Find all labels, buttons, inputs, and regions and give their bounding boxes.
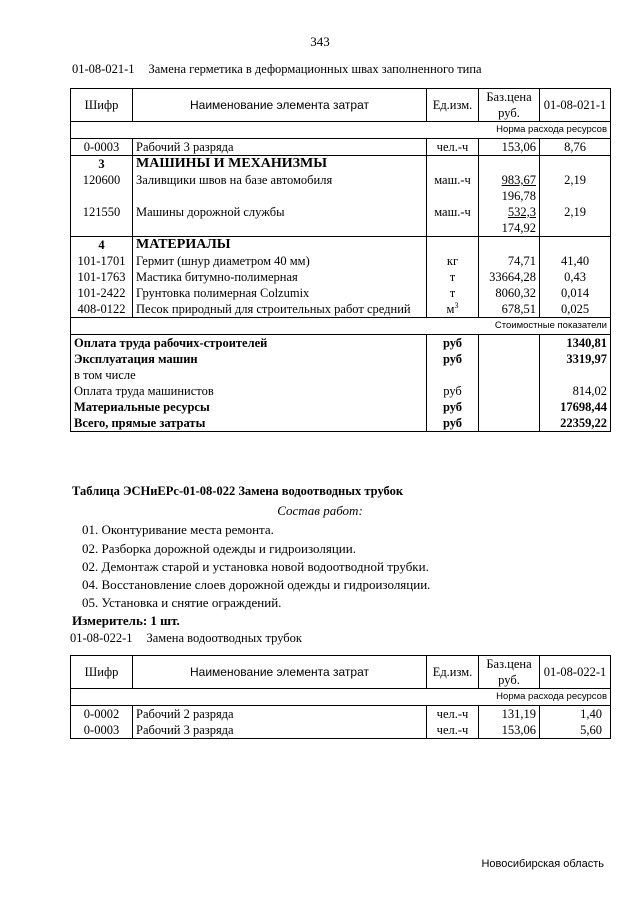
row-price-main: 532,3 (507, 205, 536, 219)
summary-row-total (71, 415, 611, 432)
work-item: 02. Разборка дорожной одежды и гидроизоляции. (82, 541, 356, 556)
summary-value: 814,02 (540, 383, 611, 399)
table1-header-row (71, 89, 611, 122)
work-item: 01. Оконтуривание места ремонта. (82, 522, 274, 537)
band-norm (71, 689, 611, 706)
summary-label: в том числе (71, 367, 427, 383)
section1-heading (72, 62, 482, 77)
row-price (479, 204, 540, 237)
table2-title: Таблица ЭСНиЕРс-01-08-022 Замена водоотводных трубок (72, 484, 404, 498)
summary-row-machines (71, 351, 611, 367)
summary-label: Материальные ресурсы (71, 399, 427, 415)
row-price: 678,51 (479, 301, 540, 318)
table-row (71, 301, 611, 318)
row-norm: 41,40 (540, 253, 611, 269)
band-norm-label: Норма расхода ресурсов (71, 122, 611, 139)
table-row (71, 722, 611, 739)
section1-title: Замена герметика в деформационных швах заполненного типа (148, 62, 482, 76)
row-unit: чел.-ч (427, 722, 479, 739)
summary-unit: руб (427, 383, 479, 399)
section-title: МАШИНЫ И МЕХАНИЗМЫ (133, 156, 427, 173)
row-code: 408-0122 (71, 301, 133, 318)
row-unit: маш.-ч (427, 204, 479, 237)
row-name: Грунтовка полимерная Colzumix (133, 285, 427, 301)
summary-row-machinists (71, 383, 611, 399)
resource-table-1 (70, 88, 611, 432)
table-row (71, 139, 611, 156)
row-norm: 8,76 (540, 139, 611, 156)
header-code: Шифр (71, 89, 133, 122)
row-code: 0-0003 (71, 139, 133, 156)
work-composition-title: Состав работ: (277, 503, 363, 518)
header-price: Баз.цена руб. (479, 89, 540, 122)
row-norm: 2,19 (540, 172, 611, 204)
summary-label: Эксплуатация машин (71, 351, 427, 367)
row-price: 153,06 (479, 722, 540, 739)
table-row (71, 285, 611, 301)
row-code: 121550 (71, 204, 133, 237)
section-code: 3 (71, 156, 133, 173)
row-price-secondary: 174,92 (501, 221, 536, 235)
row-unit: т (427, 269, 479, 285)
summary-unit: руб (427, 415, 479, 432)
section-title: МАТЕРИАЛЫ (133, 237, 427, 254)
measurer: Измеритель: 1 шт. (72, 613, 180, 628)
band-cost-label: Стоимостные показатели (71, 318, 611, 335)
summary-label: Всего, прямые затраты (71, 415, 427, 432)
section2-title: Замена водоотводных трубок (146, 631, 302, 645)
row-name: Гермит (шнур диаметром 40 мм) (133, 253, 427, 269)
header-name: Наименование элемента затрат (133, 89, 427, 122)
summary-value: 3319,97 (540, 351, 611, 367)
work-item: 02. Демонтаж старой и установка новой водоотводной трубки. (82, 559, 429, 574)
row-name: Песок природный для строительных работ средний (133, 301, 427, 318)
summary-row-including (71, 367, 611, 383)
row-name: Мастика битумно-полимерная (133, 269, 427, 285)
row-code: 101-2422 (71, 285, 133, 301)
row-price-main: 983,67 (501, 173, 536, 187)
table-row (71, 706, 611, 723)
header-price: Баз.цена руб. (479, 656, 540, 689)
footer-region: Новосибирская область (481, 858, 604, 870)
table2-header-row (71, 656, 611, 689)
summary-unit: руб (427, 399, 479, 415)
row-price (479, 172, 540, 204)
row-unit: кг (427, 253, 479, 269)
section2-code: 01-08-022-1 (70, 631, 133, 645)
resource-table-2 (70, 655, 611, 739)
work-item: 05. Установка и снятие ограждений. (82, 595, 282, 610)
header-unit: Ед.изм. (427, 656, 479, 689)
row-price-secondary: 196,78 (501, 189, 536, 203)
row-code: 101-1701 (71, 253, 133, 269)
row-unit-superscript: 3 (454, 300, 459, 310)
summary-value: 22359,22 (540, 415, 611, 432)
band-norm (71, 122, 611, 139)
table-row (71, 253, 611, 269)
header-norm-code: 01-08-022-1 (540, 656, 611, 689)
row-name: Рабочий 2 разряда (133, 706, 427, 723)
row-norm: 1,40 (540, 706, 611, 723)
section-code: 4 (71, 237, 133, 254)
band-norm-label: Норма расхода ресурсов (71, 689, 611, 706)
row-name: Заливщики швов на базе автомобиля (133, 172, 427, 204)
row-code: 0-0002 (71, 706, 133, 723)
row-code: 101-1763 (71, 269, 133, 285)
row-name: Рабочий 3 разряда (133, 722, 427, 739)
table-row (71, 172, 611, 204)
row-price: 8060,32 (479, 285, 540, 301)
header-unit: Ед.изм. (427, 89, 479, 122)
page-number: 343 (310, 34, 330, 49)
summary-row-materials (71, 399, 611, 415)
row-price: 33664,28 (479, 269, 540, 285)
row-price: 131,19 (479, 706, 540, 723)
summary-value: 17698,44 (540, 399, 611, 415)
band-cost (71, 318, 611, 335)
table-row (71, 269, 611, 285)
header-name: Наименование элемента затрат (133, 656, 427, 689)
row-norm: 0,025 (540, 301, 611, 318)
row-name: Рабочий 3 разряда (133, 139, 427, 156)
row-unit: маш.-ч (427, 172, 479, 204)
section1-code: 01-08-021-1 (72, 62, 135, 76)
row-price: 153,06 (479, 139, 540, 156)
header-norm-code: 01-08-021-1 (540, 89, 611, 122)
summary-label: Оплата труда рабочих-строителей (71, 335, 427, 352)
row-name: Машины дорожной службы (133, 204, 427, 237)
table-row (71, 204, 611, 237)
section-row-materials (71, 237, 611, 254)
row-unit-base: м (446, 302, 455, 316)
summary-value: 1340,81 (540, 335, 611, 352)
row-unit: чел.-ч (427, 139, 479, 156)
row-unit (427, 301, 479, 318)
section-row-machines (71, 156, 611, 173)
section2-heading (70, 631, 302, 646)
row-norm: 0,43 (540, 269, 611, 285)
summary-unit: руб (427, 351, 479, 367)
row-norm: 0,014 (540, 285, 611, 301)
row-code: 120600 (71, 172, 133, 204)
row-norm: 5,60 (540, 722, 611, 739)
summary-unit: руб (427, 335, 479, 352)
summary-row-workers (71, 335, 611, 352)
work-item: 04. Восстановление слоев дорожной одежды и гидроизоляции. (82, 577, 431, 592)
row-code: 0-0003 (71, 722, 133, 739)
header-code: Шифр (71, 656, 133, 689)
row-unit: т (427, 285, 479, 301)
row-norm: 2,19 (540, 204, 611, 237)
row-price: 74,71 (479, 253, 540, 269)
summary-label: Оплата труда машинистов (71, 383, 427, 399)
row-unit: чел.-ч (427, 706, 479, 723)
